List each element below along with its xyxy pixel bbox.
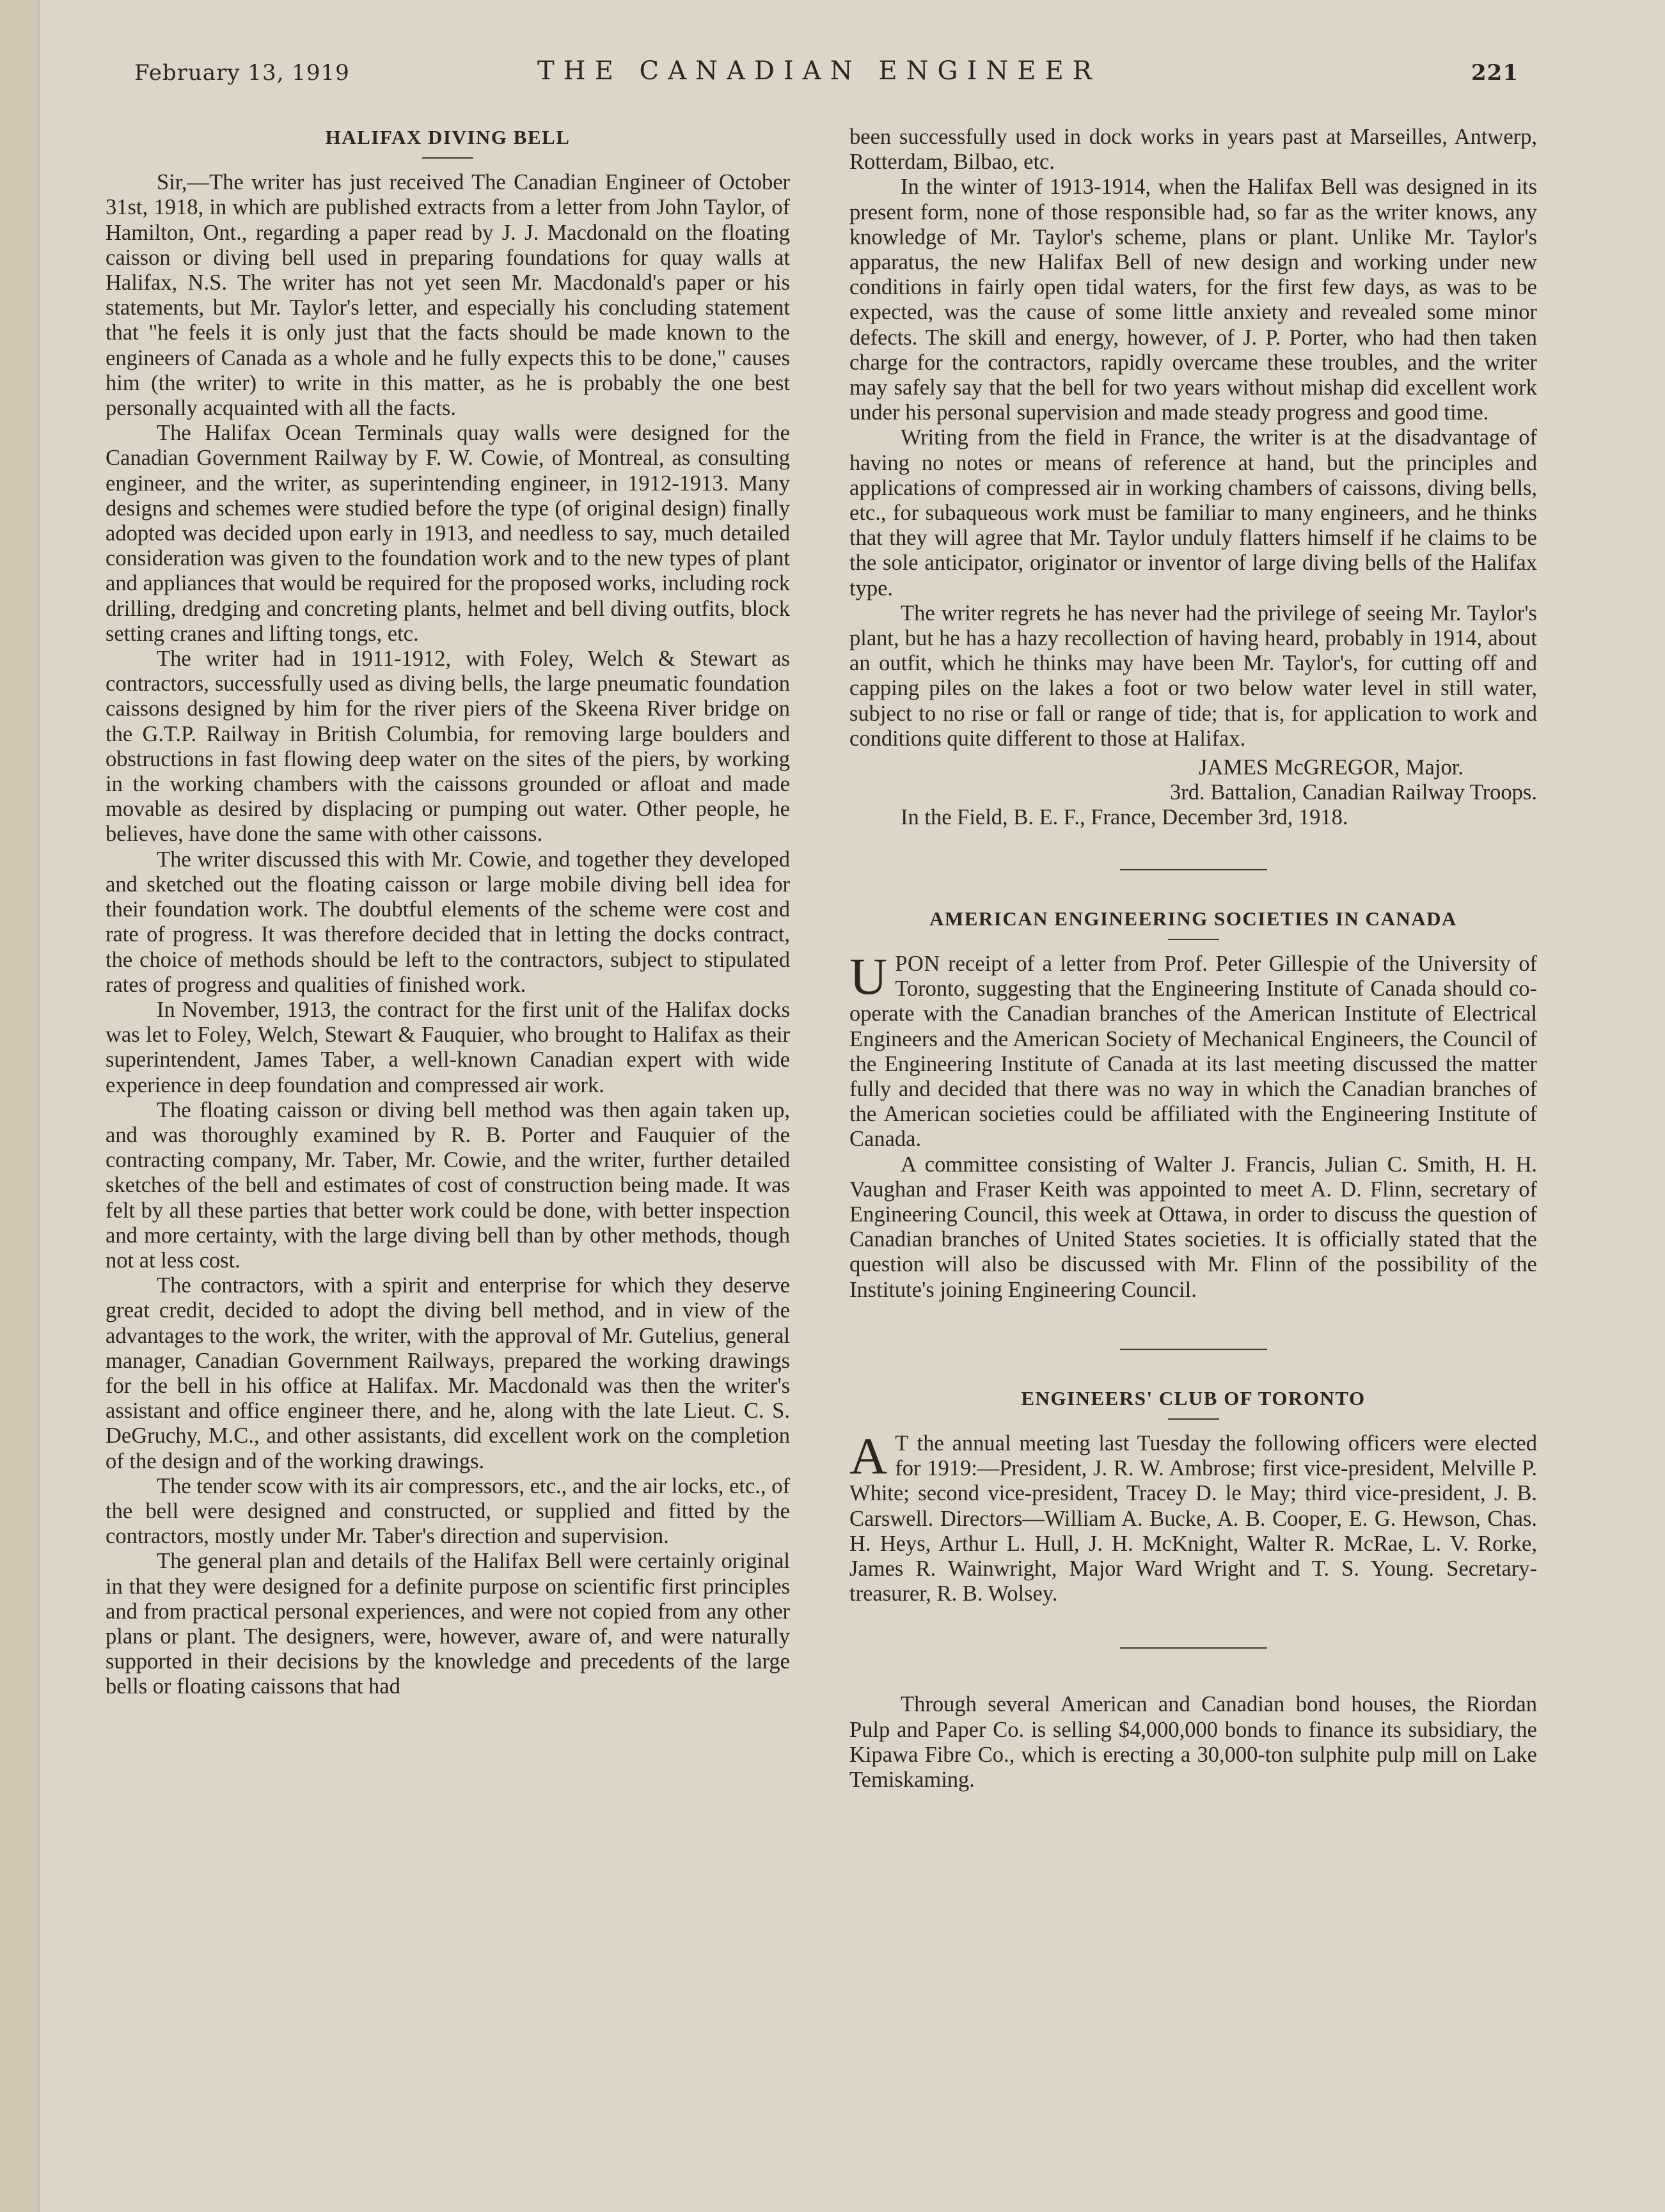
body-paragraph bbox=[849, 1426, 1537, 1606]
body-paragraph: A committee consisting of Walter J. Francis, Julian C. Smith, H. H. Vaughan and Fraser Keith was appointed to meet A. D. Flinn, secretary of Engineering Council, this week at Ottawa, in order to discuss the question of Canadian branches of United States societies. It is officially stated that the question will also be discussed with Mr. Flinn of the possibility of the Institute's joining Engineering Council. bbox=[849, 1152, 1537, 1302]
lead-in: T bbox=[895, 1431, 909, 1455]
article-title-american-societies: AMERICAN ENGINEERING SOCIETIES IN CANADA bbox=[929, 907, 1457, 930]
binding-edge bbox=[0, 0, 40, 2212]
right-column bbox=[849, 125, 1537, 1792]
title-rule bbox=[1168, 1418, 1219, 1420]
section-divider bbox=[1120, 1647, 1267, 1649]
drop-cap: A bbox=[849, 1426, 888, 1485]
body-paragraph: The tender scow with its air compressors, etc., and the air locks, etc., of the bell were designed and constructed, or supplied and fitted by the contractors, mostly under Mr. Taber's direction and supervision. bbox=[106, 1473, 790, 1549]
left-column bbox=[106, 125, 790, 1700]
body-paragraph: The writer had in 1911-1912, with Foley, Welch & Stewart as contractors, successfully used as diving bells, the large pneumatic foundation caissons designed by him for the river piers of the Skeena River bridge on the G.T.P. Railway in British Columbia, for removing large boulders and obstructions in fast flowing deep water on the sites of the piers, by working in the working chambers with the caissons grounded or afloat and made movable as desired by displacing or pumping out water. Other people, he believes, have done the same with other caissons. bbox=[106, 647, 790, 847]
body-paragraph: The writer regrets he has never had the privilege of seeing Mr. Taylor's plant, but he has a hazy recollection of having heard, probably in 1914, about an outfit, which he thinks may have been Mr. Taylor's, for cutting off and capping piles on the lakes a foot or two below water level in still water, subject to no rise or fall or range of tide; that is, for application to work and conditions quite different to those at Halifax. bbox=[849, 600, 1537, 751]
title-rule bbox=[422, 157, 473, 159]
section-divider bbox=[1120, 869, 1267, 870]
body-paragraph: The contractors, with a spirit and enterprise for which they deserve great credit, decided to adopt the diving bell method, and in view of the advantages to the work, the writer, with the approval of Mr. Gutelius, general manager, Canadian Government Railways, prepared the working drawings for the bell in his office at Halifax. Mr. Macdonald was then the writer's assistant and office engineer there, and he, along with the late Lieut. C. S. DeGruchy, M.C., and other assistants, did excellent work on the completion of the design and of the working drawings. bbox=[106, 1273, 790, 1473]
page-number: 221 bbox=[1471, 60, 1519, 86]
signature-place: In the Field, B. E. F., France, December 3rd, 1918. bbox=[901, 805, 1348, 830]
drop-cap: U bbox=[849, 946, 888, 1005]
body-paragraph: The floating caisson or diving bell method was then again taken up, and was thoroughly examined by R. B. Porter and Fauquier of the contracting company, Mr. Taber, Mr. Cowie, and the writer, further detailed sketches of the bell and estimates of cost of construction being made. It was felt by all these parties that better work could be done, with better inspection and more certainty, with the large diving bell than by other methods, though not at less cost. bbox=[106, 1097, 790, 1273]
masthead: THE CANADIAN ENGINEER bbox=[537, 56, 1101, 86]
body-paragraph: In the winter of 1913-1914, when the Halifax Bell was designed in its present form, none of those responsible had, so far as the writer knows, any knowledge of Mr. Taylor's scheme, plans or plant. Unlike Mr. Taylor's apparatus, the new Halifax Bell of new design and working under new conditions in fairly open tidal waters, for the first few days, as was to be expected, was the cause of some little anxiety and revealed some minor defects. The skill and energy, however, of J. P. Porter, who had then taken charge for the contractors, rapidly overcame these troubles, and the writer may safely say that the bell for two years without mishap did excellent work under his personal supervision and made steady progress and good time. bbox=[849, 175, 1537, 425]
body-paragraph bbox=[849, 946, 1537, 1152]
running-header bbox=[134, 56, 1542, 95]
article-title-halifax: HALIFAX DIVING BELL bbox=[325, 126, 571, 148]
paragraph-text: receipt of a letter from Prof. Peter Gillespie of the University of Toronto, suggesting that the Engineering Institute of Canada should co-operate with the Canadian branches of the American Institute of Electrical Engineers and the American Society of Mechanical Engineers, the Council of the Engineering Institute of Canada at its last meeting discussed the matter fully and decided that there was no way in which the Canadian branches of the American societies could be affiliated with the Engineering Institute of Canada. bbox=[849, 951, 1537, 1152]
news-item-riordan: Through several American and Canadian bond houses, the Riordan Pulp and Paper Co. is selling $4,000,000 bonds to finance its subsidiary, the Kipawa Fibre Co., which is erecting a 30,000-ton sulphite pulp mill on Lake Temiskaming. bbox=[849, 1692, 1537, 1792]
signature-unit: 3rd. Battalion, Canadian Railway Troops. bbox=[1169, 780, 1537, 805]
body-paragraph: In November, 1913, the contract for the first unit of the Halifax docks was let to Foley, Welch, Stewart & Fauquier, who brought to Halifax as their superintendent, James Taber, a well-known Canadian expert with wide experience in deep foundation and compressed air work. bbox=[106, 997, 790, 1097]
paragraph-text: the annual meeting last Tuesday the following officers were elected for 1919:—President, J. R. W. Ambrose; first vice-president, Melville P. White; second vice-president, Tracey D. le May; third vice-president, J. B. Carswell. Directors—William A. Bucke, A. B. Cooper, E. G. Hewson, Chas. H. Heys, Arthur L. Hull, J. H. McKnight, Walter R. McRae, L. V. Rorke, James R. Wainwright, Major Ward Wright and T. S. Young. Secretary-treasurer, R. B. Wolsey. bbox=[849, 1431, 1537, 1606]
body-paragraph: Sir,—The writer has just received The Canadian Engineer of October 31st, 1918, in which are published extracts from a letter from John Taylor, of Hamilton, Ont., regarding a paper read by J. J. Macdonald on the floating caisson or diving bell used in preparing foundations for quay walls at Halifax, N.S. The writer has not yet seen Mr. Macdonald's paper or his statements, but Mr. Taylor's letter, and especially his concluding statement that "he feels it is only just that the facts should be made known to the engineers of Canada as a whole and he fully expects this to be done," causes him (the writer) to write in this matter, as he is probably the one best personally acquainted with all the facts. bbox=[106, 170, 790, 421]
body-paragraph: The Halifax Ocean Terminals quay walls were designed for the Canadian Government Railway by F. W. Cowie, of Montreal, as consulting engineer, and the writer, as superintending engineer, in 1912-1913. Many designs and schemes were studied before the type (of original design) finally adopted was decided upon early in 1913, and needless to say, much detailed consideration was given to the foundation work and to the new types of plant and appliances that would be required for the proposed works, including rock drilling, dredging and concreting plants, helmet and bell diving outfits, block setting cranes and lifting tongs, etc. bbox=[106, 421, 790, 646]
body-paragraph: The general plan and details of the Halifax Bell were certainly original in that they were designed for a definite purpose on scientific first principles and from practical personal experiences, and were not copied from any other plans or plant. The designers, were, however, aware of, and were naturally supported in their decisions by the knowledge and precedents of the large bells or floating caissons that had bbox=[106, 1549, 790, 1699]
title-rule bbox=[1168, 939, 1219, 940]
article-title-engineers-club: ENGINEERS' CLUB OF TORONTO bbox=[1021, 1386, 1366, 1409]
body-paragraph: The writer discussed this with Mr. Cowie, and together they developed and sketched out the floating caisson or large mobile diving bell idea for their foundation work. The doubtful elements of the scheme were cost and rate of progress. It was therefore decided that in letting the docks contract, the choice of methods should be left to the contractors, subject to stipulated rates of progress and qualities of finished work. bbox=[106, 847, 790, 997]
lead-in: PON bbox=[895, 951, 940, 976]
issue-date: February 13, 1919 bbox=[134, 60, 350, 86]
section-divider bbox=[1120, 1349, 1267, 1350]
signature-name: JAMES McGREGOR, Major. bbox=[1198, 755, 1464, 780]
body-paragraph: been successfully used in dock works in years past at Marseilles, Antwerp, Rotterdam, Bilbao, etc. bbox=[849, 125, 1537, 175]
body-paragraph: Writing from the field in France, the writer is at the disadvantage of having no notes or means of reference at hand, but the principles and applications of compressed air in working chambers of caissons, diving bells, etc., for subaqueous work must be familiar to many engineers, and he thinks that they will agree that Mr. Taylor unduly flatters himself if he claims to be the sole anticipator, originator or inventor of large diving bells of the Halifax type. bbox=[849, 425, 1537, 600]
